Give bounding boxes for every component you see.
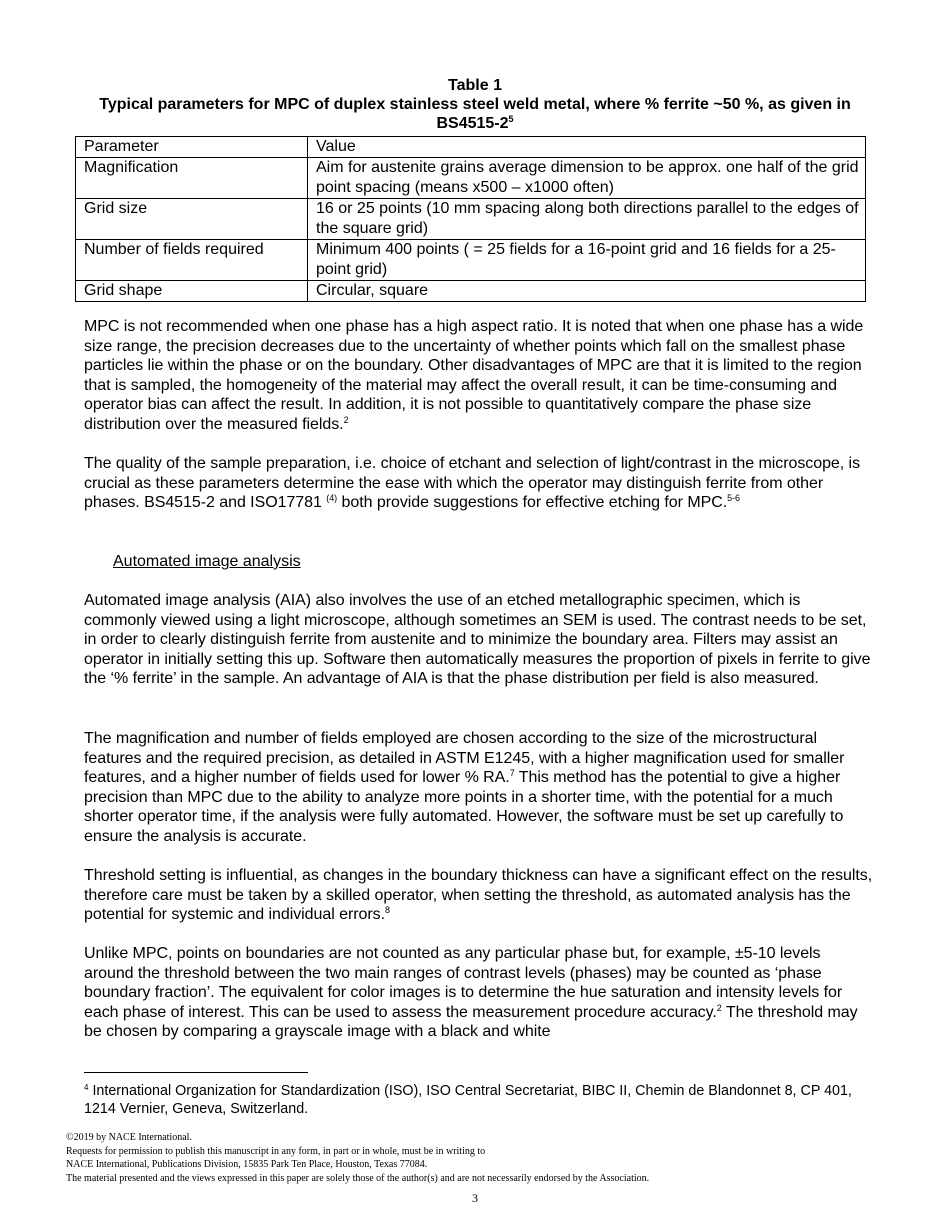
table-row xyxy=(76,158,866,199)
paragraph-boundary-fraction xyxy=(84,944,874,1042)
table-header-cell: Parameter xyxy=(76,137,308,158)
table-cell-parameter: Grid shape xyxy=(76,281,308,302)
paragraph-text: MPC is not recommended when one phase has a high aspect ratio. It is noted that when one phase has a wide size range, the precision decreases due to the uncertainty of whether points which fall on the smallest phase particles lie within the phase or on the boundary. Other disadvantages of MPC are that it is limited to the region that is sampled, the homogeneity of the material may affect the overall result, it can be time-consuming and operator bias can affect the result. In addition, it is not possible to quantitatively compare the phase size distribution over the measured fields. xyxy=(84,318,864,433)
table-row xyxy=(76,240,866,281)
table-caption-ref: 5 xyxy=(508,114,514,124)
footnote xyxy=(84,1082,874,1118)
paragraph-text: both provide suggestions for effective etching for MPC. xyxy=(341,494,728,511)
paragraph-text: Unlike MPC, points on boundaries are not counted as any particular phase but, for example, ±5-10 levels around the threshold between the two main ranges of contrast levels (phases) may be counted as ‘phase boundary fraction’. The equivalent for color images is to determine the hue saturation and intensity levels for each phase of interest. This can be used to assess the measurement procedure accuracy. xyxy=(84,945,843,1021)
copyright-line: Requests for permission to publish this manuscript in any form, in part or in whole, must be in writing to xyxy=(66,1145,486,1157)
copyright-line: The material presented and the views expressed in this paper are solely those of the author(s) and are not necessarily endorsed by the Association. xyxy=(66,1172,650,1184)
paragraph-text: This method has the potential to give a higher precision than MPC due to the ability to analyze more points in a shorter time, with the potential for a much shorter operator time, if the analysis were fully automated. However, the software must be set up carefully to ensure the analysis is accurate. xyxy=(84,769,844,845)
table-cell-value: Aim for austenite grains average dimension to be approx. one half of the grid point spacing (means x500 – x1000 often) xyxy=(308,158,866,199)
paragraph-magnification xyxy=(84,729,874,846)
table-cell-parameter: Grid size xyxy=(76,199,308,240)
citation-ref: 2 xyxy=(716,1002,722,1013)
paragraph-threshold-setting xyxy=(84,866,874,925)
footnote-marker: 4 xyxy=(84,1083,89,1092)
paragraph-text: The quality of the sample preparation, i.e. choice of etchant and selection of light/contrast in the microscope, is crucial as these parameters determine the ease with which the operator may distinguish ferrite from other phases. BS4515-2 and ISO17781 xyxy=(84,455,861,511)
table-header-row xyxy=(76,137,866,158)
footnote-text: International Organization for Standardization (ISO), ISO Central Secretariat, BIBC II, Chemin de Blandonnet 8, CP 401, 1214 Vernier, Geneva, Switzerland. xyxy=(84,1083,852,1117)
table-row xyxy=(76,199,866,240)
paragraph-sample-preparation xyxy=(84,454,874,513)
paragraph-text: The threshold may be chosen by comparing a grayscale image with a black and white xyxy=(84,1003,858,1040)
paragraph-aia-intro xyxy=(84,591,874,689)
section-subheading: Automated image analysis xyxy=(113,553,301,570)
citation-ref: 7 xyxy=(509,768,515,778)
table-header-cell: Value xyxy=(308,137,866,158)
paragraph-text: Automated image analysis (AIA) also involves the use of an etched metallographic specimen, which is commonly viewed using a light microscope, although sometimes an SEM is used. The contrast needs to be set, in order to clearly distinguish ferrite from austenite and to minimize the boundary area. Filters may assist an operator in initially setting this up. Software then automatically measures the proportion of pixels in ferrite to give the ‘% ferrite’ in the sample. An advantage of AIA is that the phase distribution per field is also measured. xyxy=(84,592,871,687)
paragraph-text: The magnification and number of fields employed are chosen according to the size of the microstructural features and the required precision, as detailed in ASTM E1245, with a higher magnification used for smaller features, and a higher number of fields used for lower % RA. xyxy=(84,730,845,786)
table-cell-parameter: Number of fields required xyxy=(76,240,308,281)
table-title: Table 1 xyxy=(448,77,502,94)
table-cell-value: Circular, square xyxy=(308,281,866,302)
footnote-divider xyxy=(84,1072,308,1073)
citation-ref: (4) xyxy=(326,493,338,503)
paragraph-mpc-limitations xyxy=(84,317,874,434)
page-number: 3 xyxy=(472,1191,478,1205)
paragraph-text: Threshold setting is influential, as changes in the boundary thickness can have a significant effect on the results, therefore care must be taken by a skilled operator, when setting the threshold, as automated analysis has the potential for systemic and individual errors. xyxy=(84,867,873,923)
table-caption xyxy=(75,95,875,133)
table-caption-text: Typical parameters for MPC of duplex stainless steel weld metal, where % ferrite ~50 %, as given in BS4515-2 xyxy=(99,96,851,132)
table-row xyxy=(76,281,866,302)
copyright-line: NACE International, Publications Division, 15835 Park Ten Place, Houston, Texas 77084. xyxy=(66,1159,428,1170)
copyright-notice xyxy=(66,1131,649,1185)
table-cell-value: 16 or 25 points (10 mm spacing along both directions parallel to the edges of the square grid) xyxy=(308,199,866,240)
table-cell-parameter: Magnification xyxy=(76,158,308,199)
citation-ref: 5-6 xyxy=(727,493,740,503)
table-cell-value: Minimum 400 points ( = 25 fields for a 16-point grid and 16 fields for a 25-point grid) xyxy=(308,240,866,281)
parameters-table xyxy=(75,136,866,302)
citation-ref: 8 xyxy=(385,905,390,915)
citation-ref: 2 xyxy=(343,414,349,425)
copyright-line: ©2019 by NACE International. xyxy=(66,1132,192,1143)
